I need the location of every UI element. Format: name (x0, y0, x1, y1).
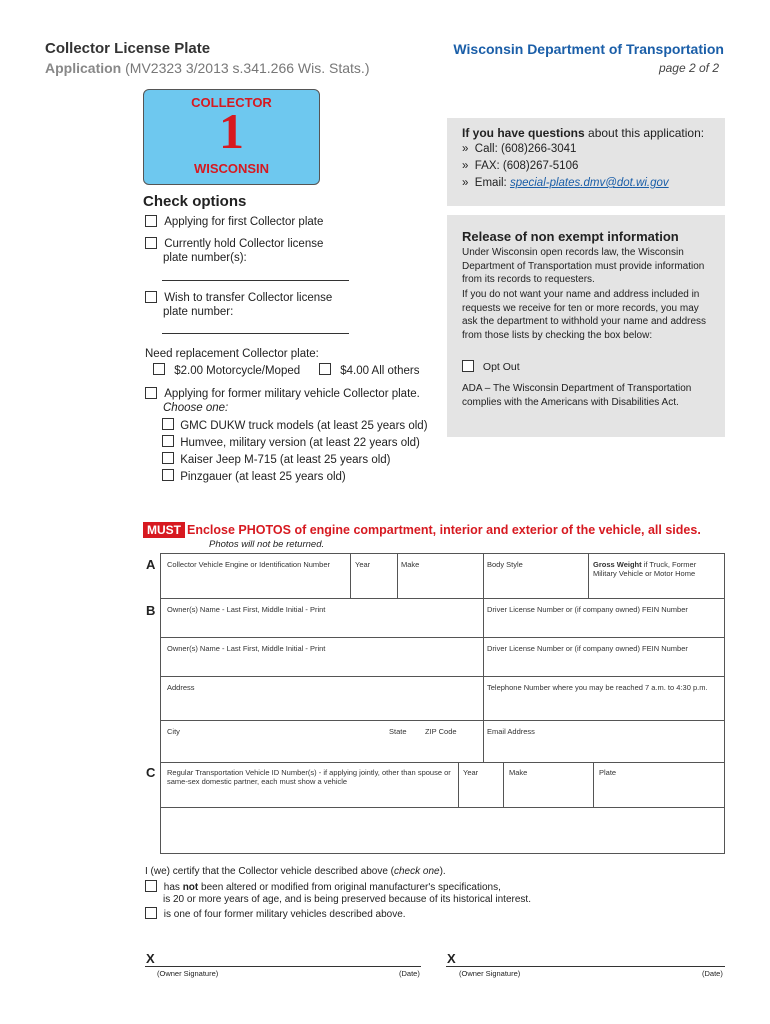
hold-plate-number-line[interactable] (162, 280, 349, 281)
email-line: » Email: special-plates.dmv@dot.wi.gov (462, 177, 669, 189)
plate-top-text: COLLECTOR (191, 95, 272, 110)
owner-name-field-2[interactable]: Owner(s) Name - Last First, Middle Initial - Print (167, 644, 326, 653)
military-option-kaiser: Kaiser Jeep M-715 (at least 25 years old) (162, 452, 391, 467)
hold-plate-checkbox[interactable] (145, 237, 157, 249)
military-option-gmc: GMC DUKW truck models (at least 25 years old) (162, 418, 428, 433)
option-transfer: Wish to transfer Collector license (145, 291, 332, 306)
photo-requirement (143, 522, 701, 538)
questions-heading: If you have questions about this application: (462, 126, 705, 140)
regular-vehicle-id-field[interactable]: Regular Transportation Vehicle ID Number(s) - if applying jointly, other than spouse or same-sex domestic partner, each must show a vehicle (167, 768, 451, 786)
transfer-number-line[interactable] (162, 333, 349, 334)
hold-plate-label-2: plate number(s): (163, 252, 247, 264)
kaiser-checkbox[interactable] (162, 452, 174, 464)
gross-weight-field[interactable]: Gross Weight if Truck, Former Military Vehicle or Motor Home (593, 560, 697, 578)
release-heading: Release of non exempt information (462, 229, 679, 244)
year-field-a[interactable]: Year (355, 560, 371, 569)
form-subtitle (45, 60, 369, 76)
owner-name-field-1[interactable]: Owner(s) Name - Last First, Middle Initial - Print (167, 605, 326, 614)
opt-out-option (462, 360, 520, 375)
form-title: Collector License Plate (45, 40, 211, 57)
plate-field-c[interactable]: Plate (599, 768, 617, 777)
driver-license-field-2[interactable]: Driver License Number or (if company owned) FEIN Number (487, 644, 688, 653)
state-field[interactable]: State (389, 727, 407, 736)
plate-number: 1 (219, 103, 244, 159)
replacement-label: Need replacement Collector plate: (145, 348, 319, 360)
must-badge: MUST (143, 522, 185, 538)
release-paragraph-1: Under Wisconsin open records law, the Wisconsin Department of Transportation must provide information from its records to requesters. (462, 247, 705, 285)
motorcycle-checkbox[interactable] (153, 363, 165, 375)
option-hold-plate: Currently hold Collector license (145, 237, 323, 252)
military-option-pinzgauer: Pinzgauer (at least 25 years old) (162, 469, 346, 484)
pinzgauer-checkbox[interactable] (162, 469, 174, 481)
certify-option-2: is one of four former military vehicles described above. (145, 907, 406, 922)
address-field[interactable]: Address (167, 683, 195, 692)
engine-id-field[interactable]: Collector Vehicle Engine or Identification Number (167, 560, 331, 569)
transfer-label-2: plate number: (163, 306, 234, 318)
transfer-checkbox[interactable] (145, 291, 157, 303)
signature-x-1: X (146, 951, 155, 966)
opt-out-label: Opt Out (482, 361, 520, 373)
section-a-letter: A (146, 557, 156, 572)
plate-bottom-text: WISCONSIN (193, 161, 270, 176)
option-all-others: $4.00 All others (319, 363, 419, 378)
signature-line-2[interactable] (446, 966, 725, 967)
make-field-a[interactable]: Make (401, 560, 420, 569)
fax-line: » FAX: (608)267-5106 (462, 160, 579, 172)
section-b-letter: B (146, 603, 156, 618)
certify-original-checkbox[interactable] (145, 880, 157, 892)
opt-out-checkbox[interactable] (462, 360, 474, 372)
vehicle-owner-form-grid (160, 553, 725, 854)
section-c-letter: C (146, 765, 156, 780)
call-line: » Call: (608)266-3041 (462, 143, 577, 155)
certify-intro: I (we) certify that the Collector vehicle described above (check one). (145, 866, 446, 877)
release-info-box (447, 215, 725, 437)
option-military: Applying for former military vehicle Collector plate. (145, 387, 420, 402)
humvee-checkbox[interactable] (162, 435, 174, 447)
city-field[interactable]: City (167, 727, 180, 736)
collector-plate-image (143, 89, 320, 185)
zip-field[interactable]: ZIP Code (425, 727, 457, 736)
certify-option-1: has not been altered or modified from original manufacturer's specifications, (145, 880, 501, 895)
photo-instruction: Enclose PHOTOS of engine compartment, interior and exterior of the vehicle, all sides. (187, 523, 701, 537)
first-plate-checkbox[interactable] (145, 215, 157, 227)
signature-line-1[interactable] (145, 966, 421, 967)
page-number: page 2 of 2 (658, 61, 719, 75)
form-number: (MV2323 3/2013 s.341.266 Wis. Stats.) (125, 60, 370, 76)
body-style-field[interactable]: Body Style (487, 560, 523, 569)
questions-box (447, 118, 725, 206)
check-options-heading: Check options (143, 193, 247, 210)
release-paragraph-2: If you do not want your name and address included in requests we receive for ten or more records, you may ask the department to withhold your name and address from those lists by checking the box below: (462, 289, 707, 341)
gmc-checkbox[interactable] (162, 418, 174, 430)
all-others-checkbox[interactable] (319, 363, 331, 375)
ada-notice: ADA – The Wisconsin Department of Transportation complies with the Americans with Disabilities Act. (462, 383, 692, 408)
application-label: Application (45, 60, 122, 76)
telephone-field[interactable]: Telephone Number where you may be reached 7 a.m. to 4:30 p.m. (487, 683, 708, 692)
email-field[interactable]: Email Address (487, 727, 535, 736)
owner-signature-label-1: (Owner Signature) (157, 969, 219, 978)
date-label-2: (Date) (702, 969, 723, 978)
driver-license-field-1[interactable]: Driver License Number or (if company owned) FEIN Number (487, 605, 688, 614)
certify-option-1-line-2: is 20 or more years of age, and is being preserved because of its historical interest. (163, 894, 531, 905)
date-label-1: (Date) (399, 969, 420, 978)
option-motorcycle: $2.00 Motorcycle/Moped (153, 363, 300, 378)
signature-x-2: X (447, 951, 456, 966)
military-option-humvee: Humvee, military version (at least 22 years old) (162, 435, 420, 450)
owner-signature-label-2: (Owner Signature) (459, 969, 521, 978)
option-first-plate: Applying for first Collector plate (145, 215, 323, 230)
certify-military-checkbox[interactable] (145, 907, 157, 919)
photos-note: Photos will not be returned. (209, 539, 325, 550)
choose-one-label: Choose one: (163, 402, 229, 414)
make-field-c[interactable]: Make (509, 768, 528, 777)
agency-name: Wisconsin Department of Transportation (453, 41, 724, 57)
military-checkbox[interactable] (145, 387, 157, 399)
year-field-c[interactable]: Year (463, 768, 479, 777)
email-link[interactable]: special-plates.dmv@dot.wi.gov (509, 177, 669, 189)
